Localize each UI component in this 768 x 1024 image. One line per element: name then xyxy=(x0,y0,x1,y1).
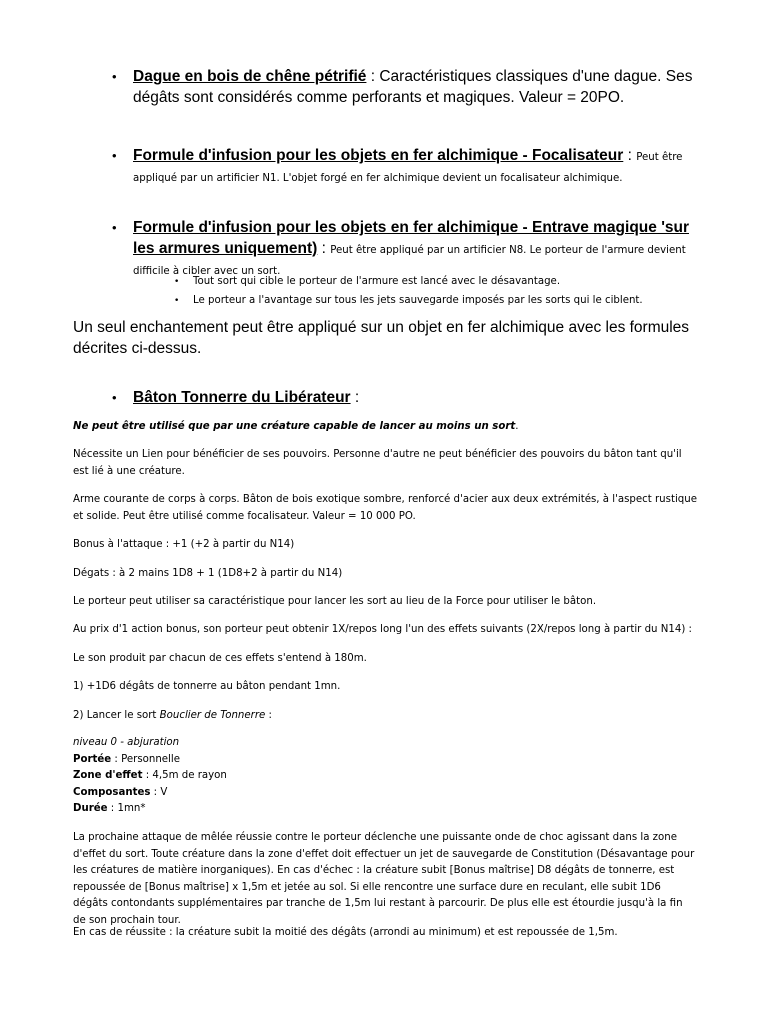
portee-value: : Personnelle xyxy=(111,753,180,765)
sub-list-item xyxy=(174,275,714,289)
item-title: Formule d'infusion pour les objets en fer alchimique - Entrave magique 'sur les armures uniquement) xyxy=(133,219,689,257)
action-bonus-paragraph: Au prix d'1 action bonus, son porteur peut obtenir 1X/repos long l'un des effets suivants (2X/repos long à partir du N14) : xyxy=(73,624,692,635)
item-title: Bâton Tonnerre du Libérateur xyxy=(133,389,351,406)
effet2-paragraph xyxy=(73,708,698,725)
list-item-entrave xyxy=(112,217,697,280)
spell-block xyxy=(73,735,698,818)
bullet-icon: • xyxy=(174,277,180,287)
portee-label: Portée xyxy=(73,753,112,765)
duree-label: Durée xyxy=(73,803,108,814)
item-separator: : xyxy=(317,240,331,257)
restriction-paragraph xyxy=(73,419,698,436)
item-title: Formule d'infusion pour les objets en fer alchimique - Focalisateur xyxy=(133,147,624,164)
spell-name: Bouclier de Tonnerre xyxy=(159,710,266,721)
spell-level: niveau 0 - abjuration xyxy=(73,737,180,748)
lien-paragraph: Nécessite un Lien pour bénéficier de ses pouvoirs. Personne d'autre ne peut bénéficier des pouvoirs du bâton tant qu'il est lié à une créature. xyxy=(73,449,682,477)
bonus-paragraph: Bonus à l'attaque : +1 (+2 à partir du N14) xyxy=(73,539,295,550)
item-text: : Caractéristiques classiques d'une dague. Ses dégâts sont considérés comme perforants et magiques. Valeur = 20PO. xyxy=(133,68,693,106)
effet1-paragraph: 1) +1D6 dégâts de tonnerre au bâton pendant 1mn. xyxy=(73,681,341,692)
bullet-icon: • xyxy=(112,390,117,405)
bullet-icon: • xyxy=(112,148,117,163)
enchant-note: Un seul enchantement peut être appliqué sur un objet en fer alchimique avec les formules décrites ci-dessus. xyxy=(73,319,690,357)
spell-duree xyxy=(73,801,698,818)
bullet-icon: • xyxy=(112,69,117,84)
list-item-focalisateur xyxy=(112,145,697,187)
restriction-end: . xyxy=(515,421,519,432)
restriction-text: Ne peut être utilisé que par une créature capable de lancer au moins un sort xyxy=(73,421,516,432)
spell-zone xyxy=(73,768,698,785)
sub-item-text: Le porteur a l'avantage sur tous les jets sauvegarde imposés par les sorts qui le ciblent. xyxy=(193,295,643,306)
duree-value: : 1mn* xyxy=(107,803,146,814)
reussite-paragraph: En cas de réussite : la créature subit la moitié des dégâts (arrondi au minimum) et est repoussée de 1,5m. xyxy=(73,927,618,938)
spell-portee xyxy=(73,752,698,769)
spell-composantes xyxy=(73,785,698,802)
arme-paragraph: Arme courante de corps à corps. Bâton de bois exotique sombre, renforcé d'acier aux deux extrémités, à l'aspect rustique et solide. Peut être utilisé comme focalisateur. Valeur = 10 000 PO. xyxy=(73,494,697,522)
prochaine-paragraph: La prochaine attaque de mêlée réussie contre le porteur déclenche une puissante onde de choc agissant dans la zone d'effet du sort. Toute créature dans la zone d'effet doit effectuer un jet de sauvegarde de Constitution (Désavantage pour les créatures de matière inorganiques). En cas d'échec : la créature subit [Bonus maîtrise] D8 dégâts de tonnerre, est repoussée de [Bonus maîtrise] x 1,5m et jetée au sol. Si elle rencontre une surface dure en reculant, elle subit 1D6 dégâts contondants supplémentaires par tranche de 1,5m lui restant à parcourir. De plus elle est étourdie jusqu'à la fin de son prochain tour. xyxy=(73,832,695,926)
list-item-dague xyxy=(112,66,697,108)
item-text: Peut être appliqué par un artificier N8. Le porteur de l'armure devient difficile à cibler avec un sort. xyxy=(133,245,686,277)
sub-item-text: Tout sort qui cible le porteur de l'armure est lancé avec le désavantage. xyxy=(193,276,561,287)
composantes-value: : V xyxy=(150,786,168,798)
item-text: : xyxy=(350,389,360,406)
item-title: Dague en bois de chêne pétrifié xyxy=(133,68,367,85)
son-paragraph: Le son produit par chacun de ces effets s'entend à 180m. xyxy=(73,653,367,664)
degats-paragraph: Dégats : à 2 mains 1D8 + 1 (1D8+2 à partir du N14) xyxy=(73,568,343,579)
item-separator: : xyxy=(623,147,637,164)
list-item-baton xyxy=(112,387,697,408)
sub-list-item xyxy=(174,294,714,308)
effet2-suffix: : xyxy=(265,710,272,721)
zone-value: : 4,5m de rayon xyxy=(142,770,227,781)
item-text: Peut être appliqué par un artificier N1. L'objet forgé en fer alchimique devient un focalisateur alchimique. xyxy=(133,152,683,184)
effet2-prefix: 2) Lancer le sort xyxy=(73,710,160,721)
zone-label: Zone d'effet xyxy=(73,770,143,781)
caracteristique-paragraph: Le porteur peut utiliser sa caractéristique pour lancer les sort au lieu de la Force pour utiliser le bâton. xyxy=(73,596,597,607)
bullet-icon: • xyxy=(112,220,117,235)
bullet-icon: • xyxy=(174,296,180,306)
composantes-label: Composantes xyxy=(73,786,151,798)
